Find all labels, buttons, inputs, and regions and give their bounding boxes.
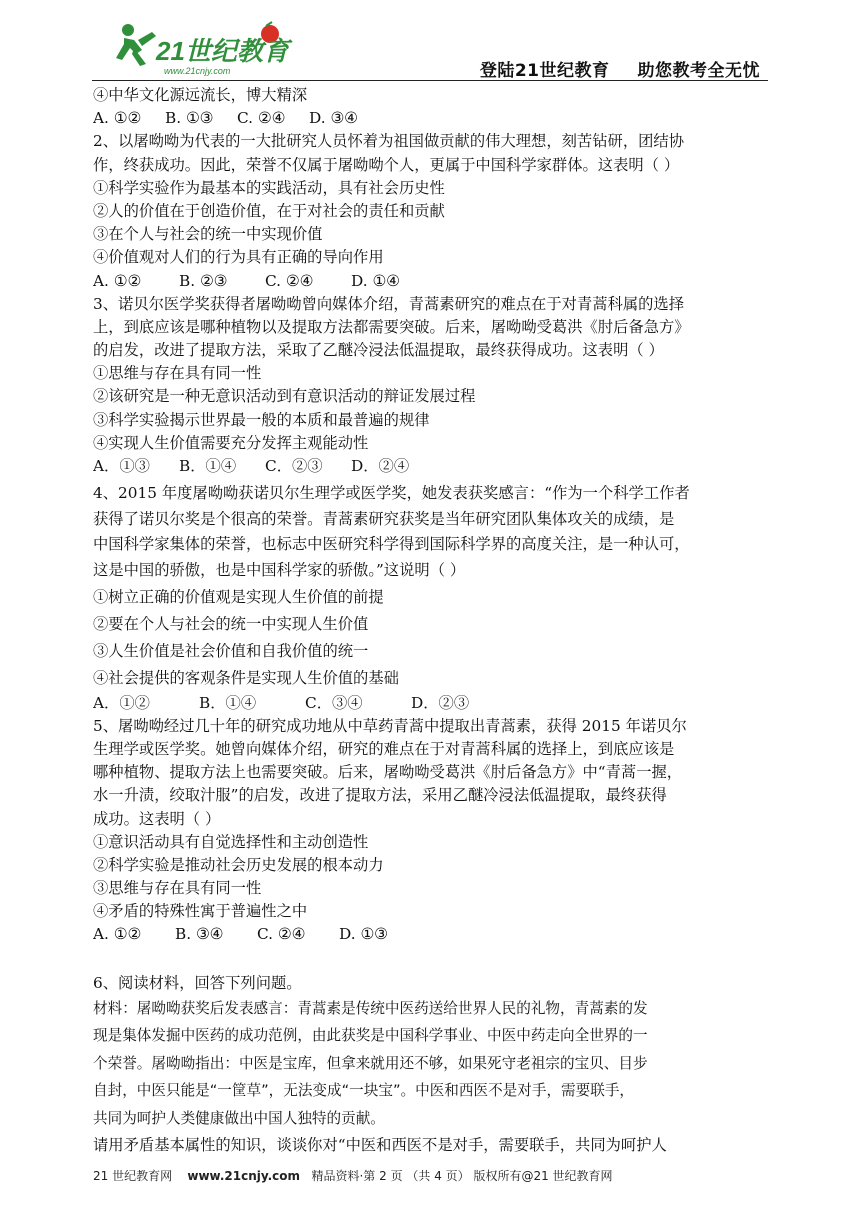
material-text: 共同为呵护人类健康做出中国人独特的贡献。	[93, 1109, 385, 1127]
statement-item: ②该研究是一种无意识活动到有意识活动的辩证发展过程	[93, 387, 476, 406]
question-text: 的启发，改进了提取方法，采取了乙醚冷浸法低温提取，最终获得成功。这表明（ ）	[93, 341, 664, 360]
material-text: 自封，中医只能是“一筐草”，无法变成“一块宝”。中医和西医不是对手，需要联手，	[93, 1082, 635, 1100]
option-d: D. ①④	[351, 271, 400, 290]
option-b: B. ②③	[179, 271, 228, 290]
option-b: B．①④	[199, 693, 257, 712]
statement-item: ③在个人与社会的统一中实现价值	[93, 225, 323, 244]
option-c: C. ②④	[257, 925, 306, 944]
option-d: D．②④	[351, 457, 410, 475]
question-text: 生理学或医学奖。她曾向媒体介绍，研究的难点在于对青蒿科属的选择上，到底应该是	[93, 739, 675, 758]
question-text: 2、以屠呦呦为代表的一大批研究人员怀着为祖国做贡献的伟大理想，刻苦钻研，团结协	[93, 132, 685, 151]
statement-item: ①思维与存在具有同一性	[93, 364, 262, 383]
option-b: B．①④	[179, 457, 237, 475]
option-a: A. ①②	[93, 925, 142, 944]
question-text: 5、屠呦呦经过几十年的研究成功地从中草药青蒿中提取出青蒿素，获得 2015 年诺贝尔	[93, 716, 687, 735]
question-text: 中国科学家集体的荣誉，也标志中医研究科学得到国际科学界的高度关注，是一种认可，	[93, 535, 690, 554]
header-slogan	[452, 56, 760, 81]
logo-url: www.21cnjy.com	[164, 66, 231, 76]
question-text: 哪种植物、提取方法上也需要突破。后来，屠呦呦受葛洪《肘后备急方》中“青蒿一握，	[93, 763, 683, 782]
option-a: A. ①②	[93, 109, 142, 128]
option-d: D．②③	[411, 693, 470, 712]
answer-options	[93, 455, 769, 478]
question-text: 3、诺贝尔医学奖获得者屠呦呦曾向媒体介绍，青蒿素研究的难点在于对青蒿科属的选择	[93, 294, 685, 313]
footer-url: www.21cnjy.com	[187, 1169, 301, 1183]
answer-options	[93, 923, 769, 946]
material-text: 材料：屠呦呦获奖后发表感言：青蒿素是传统中医药送给世界人民的礼物，青蒿素的发	[93, 999, 648, 1017]
statement-item: ③科学实验揭示世界最一般的本质和最普遍的规律	[93, 410, 430, 429]
option-c: C. ②④	[265, 271, 314, 290]
statement-item: ④价值观对人们的行为具有正确的导向作用	[93, 248, 384, 267]
question-text: 获得了诺贝尔奖是个很高的荣誉。青蒿素研究获奖是当年研究团队集体攻关的成绩，是	[93, 509, 675, 528]
option-c: C. ②④	[237, 109, 286, 128]
footer-info: 精品资料·第 2 页 （共 4 页） 版权所有@21 世纪教育网	[311, 1169, 613, 1183]
statement-item: ③思维与存在具有同一性	[93, 879, 262, 898]
document-body	[93, 84, 769, 1159]
option-b: B. ③④	[175, 925, 224, 944]
answer-options	[93, 270, 769, 293]
statement-item: ①意识活动具有自觉选择性和主动创造性	[93, 832, 369, 851]
logo	[112, 20, 302, 78]
footer-site: 21 世纪教育网	[93, 1169, 173, 1183]
statement-item: ②要在个人与社会的统一中实现人生价值	[93, 614, 369, 633]
question-text: 作，终获成功。因此，荣誉不仅属于屠呦呦个人，更属于中国科学家群体。这表明（ ）	[93, 155, 680, 174]
statement-item: ④实现人生价值需要充分发挥主观能动性	[93, 433, 369, 452]
question-text: 成功。这表明（ ）	[93, 809, 221, 828]
page-header	[0, 0, 860, 84]
question-text: 上，到底应该是哪种植物以及提取方法都需要突破。后来，屠呦呦受葛洪《肘后备急方》	[93, 317, 690, 336]
question-text: 这是中国的骄傲，也是中国科学家的骄傲。”这说明（ ）	[93, 560, 466, 579]
statement-item: ①树立正确的价值观是实现人生价值的前提	[93, 587, 384, 606]
header-divider	[92, 80, 768, 81]
option-d: D. ③④	[309, 109, 358, 128]
statement-item: ①科学实验作为最基本的实践活动，具有社会历史性	[93, 178, 445, 197]
runner-logo-icon	[112, 20, 302, 78]
answer-options	[93, 107, 769, 130]
question-text: 4、2015 年度屠呦呦获诺贝尔生理学或医学奖，她发表获奖感言：“作为一个科学工作者	[93, 484, 690, 503]
question-text: 请用矛盾基本属性的知识，谈谈你对“中医和西医不是对手，需要联手，共同为呵护人	[93, 1136, 667, 1155]
statement-item: ②科学实验是推动社会历史发展的根本动力	[93, 855, 384, 874]
question-text: 水一升渍，绞取汁服”的启发，改进了提取方法，采用乙醚冷浸法低温提取，最终获得	[93, 786, 667, 805]
slogan-left: 登陆21世纪教育	[479, 61, 610, 81]
statement-item: ③人生价值是社会价值和自我价值的统一	[93, 641, 369, 660]
answer-options	[93, 692, 769, 715]
logo-text: 21世纪教育	[156, 36, 289, 66]
option-a: A．①③	[93, 457, 150, 475]
option-d: D. ①③	[339, 925, 388, 944]
material-text: 现是集体发掘中医药的成功范例，由此获奖是中国科学事业、中医中药走向全世界的一	[93, 1027, 648, 1045]
option-a: A．①②	[93, 693, 150, 712]
option-a: A. ①②	[93, 271, 142, 290]
material-text: 个荣誉。屠呦呦指出：中医是宝库，但拿来就用还不够，如果死守老祖宗的宝贝、目步	[93, 1054, 648, 1072]
question-text: 6、阅读材料，回答下列问题。	[93, 973, 302, 992]
text-line: ④中华文化源远流长，博大精深	[93, 86, 308, 104]
page-footer	[93, 1167, 769, 1184]
statement-item: ④矛盾的特殊性寓于普遍性之中	[93, 902, 308, 921]
option-c: C．②③	[265, 457, 323, 475]
option-c: C．③④	[305, 693, 363, 712]
statement-item: ②人的价值在于创造价值，在于对社会的责任和贡献	[93, 201, 445, 220]
slogan-right: 助您教考全无忧	[637, 61, 760, 81]
option-b: B. ①③	[165, 109, 214, 128]
statement-item: ④社会提供的客观条件是实现人生价值的基础	[93, 668, 399, 687]
